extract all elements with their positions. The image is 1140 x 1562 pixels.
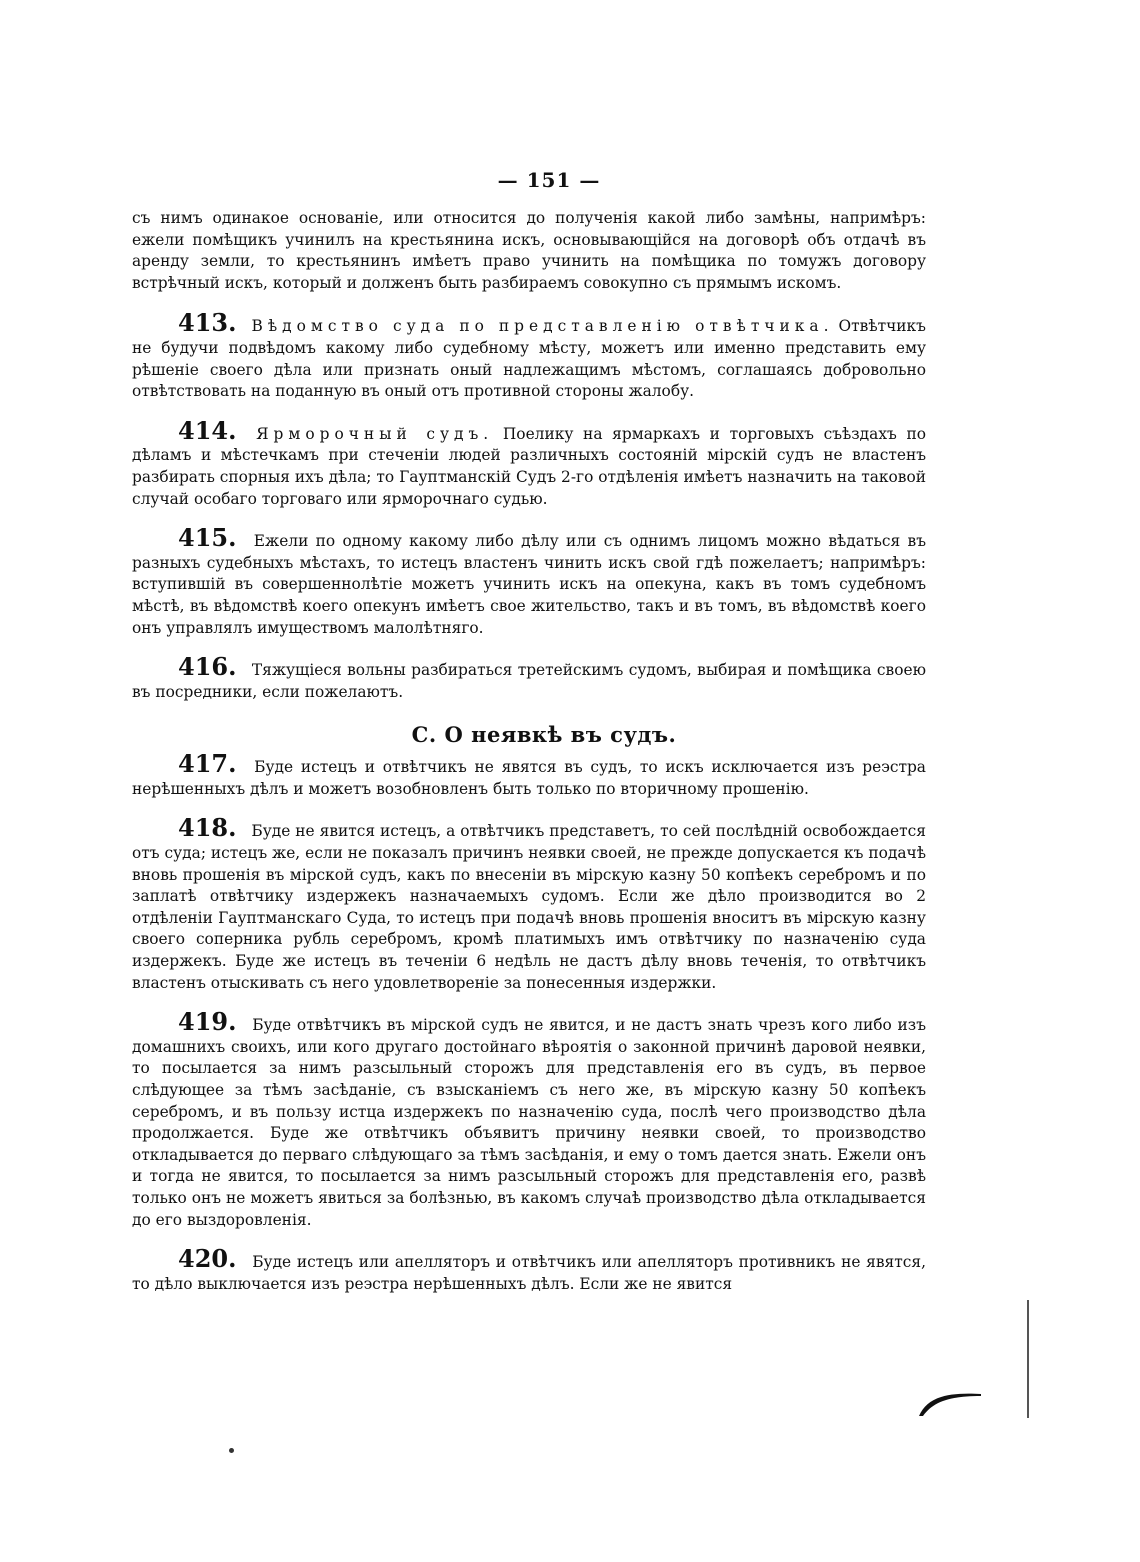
article-number: 420. — [178, 1244, 237, 1274]
article-414 — [132, 415, 926, 510]
article-418 — [132, 813, 926, 994]
scan-ink-stroke — [915, 1388, 985, 1418]
intro-paragraph: съ нимъ одинакое основаніе, или относится до полученія какой либо замѣны, напримѣръ: ежели помѣщикъ учинилъ на крестьянина искъ, основывающійся на договорѣ объ отдачѣ въ аренду земли, то крестьянинъ имѣетъ право учинить на помѣщика по томужъ договору встрѣчный искъ, который и долженъ быть разбираемъ совокупно съ прямымъ искомъ. — [132, 209, 926, 292]
article-title: Ярморочный судъ. — [256, 424, 494, 443]
article-416 — [132, 652, 926, 703]
article-417 — [132, 749, 926, 800]
article-number: 418. — [178, 813, 237, 843]
article-text: Тяжущіеся вольны разбираться третейскимъ судомъ, выбирая и помѣщика своею въ посредники, если пожелаютъ. — [132, 661, 926, 701]
article-text: Буде истецъ и отвѣтчикъ не явятся въ судъ, то искъ исключается изъ реэстра нерѣшенныхъ дѣлъ и можетъ возобновленъ быть только по вторичному прошенію. — [132, 758, 926, 798]
article-text: Буде отвѣтчикъ въ мірской судъ не явится, и не дастъ знать чрезъ кого либо изъ домашнихъ своихъ, или кого другаго достойнаго вѣроятія о законной причинѣ даровой неявки, то посылается за нимъ разсыльный сторожъ для представленія его въ судъ, въ первое слѣдующее за тѣмъ засѣданіе, съ взысканіемъ съ него же, въ мірскую казну 50 копѣекъ серебромъ, и въ пользу истца издержекъ по назначенію суда, послѣ чего производство дѣла продолжается. Буде же отвѣтчикъ объявитъ причину неявки своей, то производство откладывается до перваго слѣдующаго за тѣмъ засѣданія, и ему о томъ дается знать. Ежели онъ и тогда не явится, то посылается за нимъ разсыльный сторожъ для представленія его, развѣ только онъ не можетъ явиться за болѣзнью, въ какомъ случаѣ производство дѣла откладывается до его выздоровленія. — [132, 1016, 926, 1229]
article-number: 414. — [178, 415, 237, 445]
article-number: 415. — [178, 523, 237, 553]
section-heading: С. О неявкѣ въ судъ. — [411, 722, 677, 748]
article-text: Поелику на ярмаркахъ и торговыхъ съѣздахъ по дѣламъ и мѣстечкамъ при стеченіи людей различныхъ состояній мірскій судъ не властенъ разбирать спорныя ихъ дѣла; то Гауптманскій Судъ 2-го отдѣленія имѣетъ назначить на таковой случай особаго торговаго или ярморочнаго судью. — [132, 424, 926, 508]
scan-edge-line — [1027, 1300, 1029, 1418]
article-number: 416. — [178, 652, 237, 682]
article-text: Буде не явится истецъ, а отвѣтчикъ представетъ, то сей послѣдній освобождается отъ суда; истецъ же, если не показалъ причинъ неявки своей, не прежде допускается къ подачѣ вновь прошенія въ мірской судъ, какъ по внесеніи въ мірскую казну 50 копѣекъ серебромъ и по заплатѣ отвѣтчику издержекъ назначаемыхъ судомъ. Если же дѣло производится во 2 отдѣленіи Гауптманскаго Суда, то истецъ при подачѣ вновь прошенія вноситъ въ мірскую казну своего соперника рубль серебромъ, кромѣ платимыхъ имъ отвѣтчику по назначенію суда издержекъ. Буде же истецъ въ теченіи 6 недѣль не дастъ дѣлу вновь теченія, то отвѣтчикъ властенъ отыскивать съ него удовлетвореніе за понесенныя издержки. — [132, 822, 926, 992]
article-415 — [132, 523, 926, 639]
article-number: 419. — [178, 1007, 237, 1037]
article-420 — [132, 1244, 927, 1295]
article-number: 413. — [178, 308, 237, 338]
article-419 — [132, 1007, 926, 1231]
article-number: 417. — [178, 749, 237, 779]
article-text: Буде истецъ или апелляторъ и отвѣтчикъ или апелляторъ противникъ не явятся, то дѣло выключается изъ реэстра нерѣшенныхъ дѣлъ. Если же не явится — [132, 1253, 927, 1293]
article-413 — [132, 308, 926, 402]
article-text: Ежели по одному какому либо дѣлу или съ однимъ лицомъ можно вѣдаться въ разныхъ судебныхъ мѣстахъ, то истецъ властенъ чинить искъ свой гдѣ пожелаетъ; напримѣръ: вступившій въ совершеннолѣтіе можетъ учинить искъ на опекуна, какъ въ томъ судебномъ мѣстѣ, въ вѣдомствѣ коего опекунъ имѣетъ свое жительство, такъ и въ томъ, въ вѣдомствѣ коего онъ управлялъ имуществомъ малолѣтняго. — [132, 532, 926, 637]
page-number: — 151 — — [497, 168, 601, 192]
article-text: Отвѣтчикъ не будучи подвѣдомъ какому либо судебному мѣсту, можетъ или именно представить ему рѣшеніе своего дѣла или признать оный надлежащимъ мѣстомъ, соглашаясь добровольно отвѣтствовать на поданную въ оный отъ противной стороны жалобу. — [132, 317, 926, 401]
page-body — [132, 168, 926, 1314]
scan-dot — [229, 1448, 234, 1453]
article-title: Вѣдомство суда по представленію отвѣтчика. — [251, 317, 834, 336]
